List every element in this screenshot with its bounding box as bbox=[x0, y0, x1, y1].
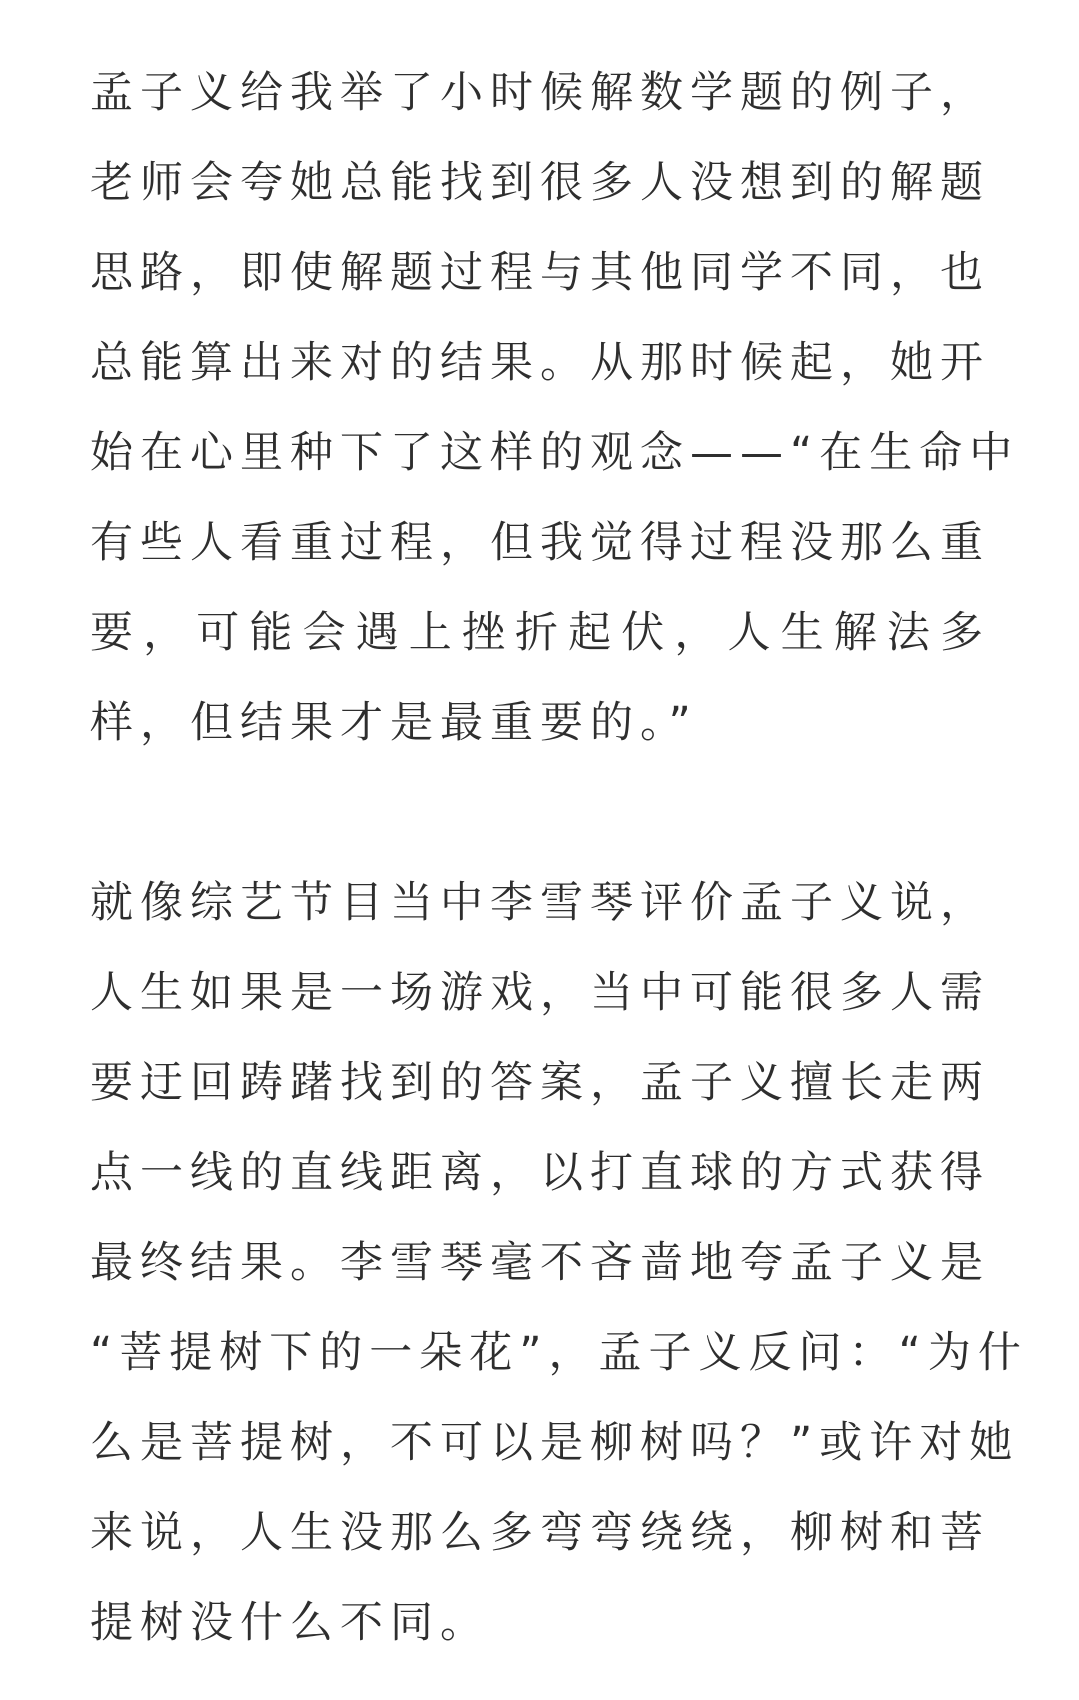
text-line: 有些人看重过程，但我觉得过程没那么重 bbox=[90, 518, 990, 568]
text-line: 思路，即使解题过程与其他同学不同，也 bbox=[90, 248, 990, 298]
text-line: 人生如果是一场游戏，当中可能很多人需 bbox=[90, 968, 990, 1018]
text-line: 孟子义给我举了小时候解数学题的例子， bbox=[90, 68, 990, 118]
article-body bbox=[90, 48, 1028, 1668]
text-line: “菩提树下的一朵花”，孟子义反问：“为什 bbox=[90, 1328, 1028, 1378]
text-line: 总能算出来对的结果。从那时候起，她开 bbox=[90, 338, 990, 388]
text-line: 么是菩提树，不可以是柳树吗？”或许对她 bbox=[90, 1418, 1020, 1468]
text-line: 就像综艺节目当中李雪琴评价孟子义说， bbox=[90, 878, 990, 928]
text-line: 始在心里种下了这样的观念——“在生命中 bbox=[90, 428, 1020, 478]
text-line: 提树没什么不同。 bbox=[90, 1598, 490, 1648]
text-line: 最终结果。李雪琴毫不吝啬地夸孟子义是 bbox=[90, 1238, 990, 1288]
paragraph-1 bbox=[90, 48, 1020, 768]
paragraph-2 bbox=[90, 858, 1028, 1668]
text-line: 样，但结果才是最重要的。” bbox=[90, 698, 698, 748]
text-line: 要迂回踌躇找到的答案，孟子义擅长走两 bbox=[90, 1058, 990, 1108]
text-line: 老师会夸她总能找到很多人没想到的解题 bbox=[90, 158, 990, 208]
paragraph-spacer bbox=[90, 768, 990, 858]
text-line: 来说，人生没那么多弯弯绕绕，柳树和菩 bbox=[90, 1508, 990, 1558]
text-line: 点一线的直线距离，以打直球的方式获得 bbox=[90, 1148, 990, 1198]
text-line: 要，可能会遇上挫折起伏，人生解法多 bbox=[90, 608, 990, 658]
